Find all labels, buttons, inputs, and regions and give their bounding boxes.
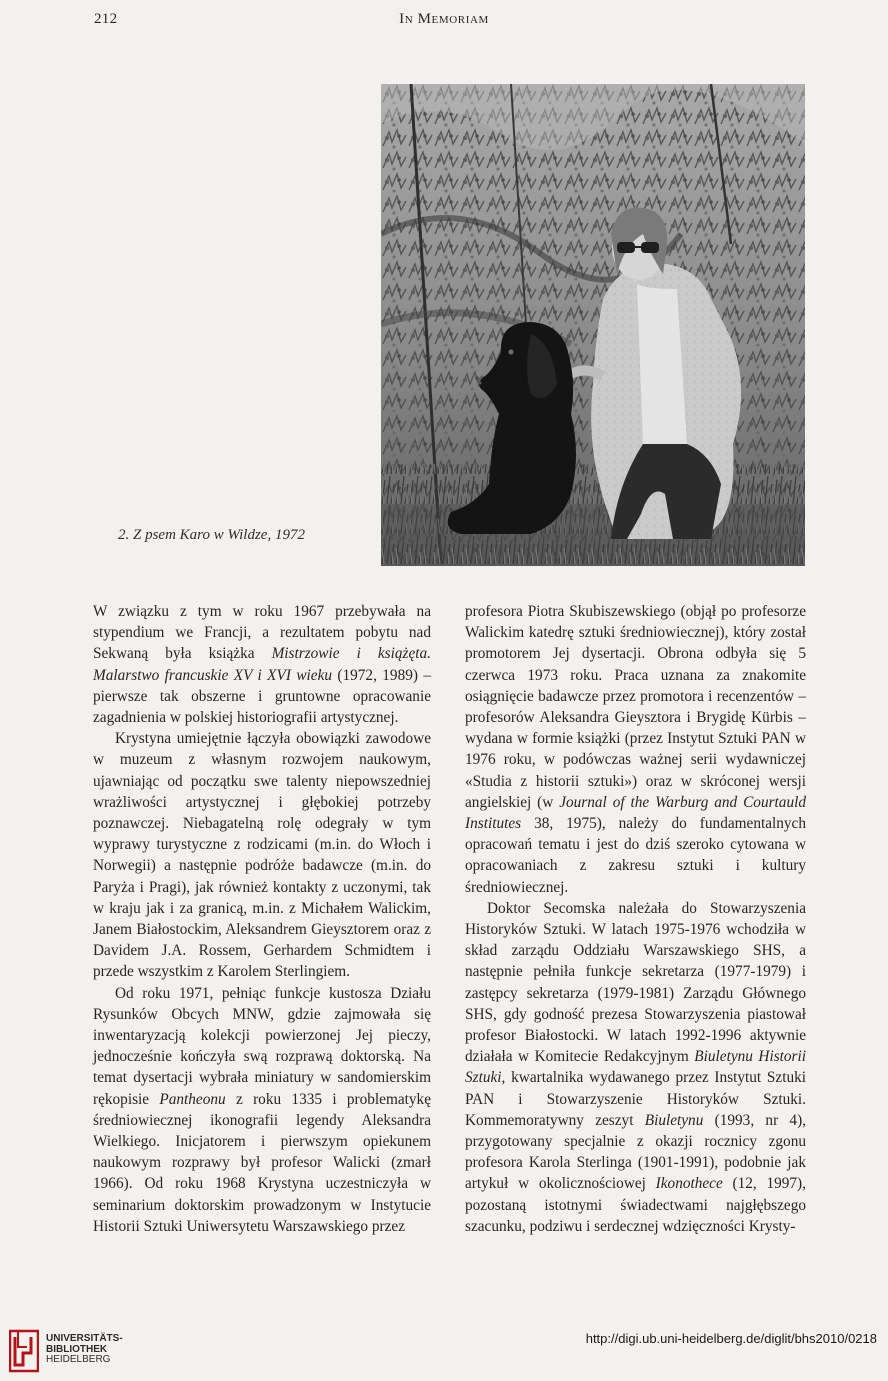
library-name-line: BIBLIOTHEK	[46, 1343, 108, 1355]
left-column-paragraph: Krystyna umiejętnie łączyła obowiązki zawodowe w muzeum z własnym rozwojem naukowym, ujawniając od początku swe talenty niepowszedniej wrażliwości artystycznej i głębokiej potrzeby poznawczej. Niebagatelną rolę odegrały w tym wyprawy turystyczne z rodzicami (m.in. do Włoch i Norwegii) a następnie podróże badawcze (m.in. do Paryża i Pragi), jak również kontakty z uczonymi, tak w kraju jak i za granicą, m.in. z Michałem Walickim, Janem Białostockim, Aleksandrem Gieysztorem oraz z Davidem J.A. Rossem, Gerhardem Schmidtem i przede wszystkim z Karolem Sterlingiem.	[93, 730, 431, 981]
italic-title: Mistrzowie i książęta. Malarstwo francuskie XV i XVI wieku	[93, 645, 431, 684]
right-text-column	[465, 601, 806, 1237]
footer	[0, 1325, 888, 1381]
photograph-woman-with-dog	[381, 84, 805, 566]
library-name-line: HEIDELBERG	[46, 1354, 111, 1365]
library-name	[46, 1334, 123, 1366]
university-library-logo-icon	[9, 1329, 39, 1373]
figure-caption: 2. Z psem Karo w Wildze, 1972	[118, 527, 305, 543]
italic-title: Ikonothece	[655, 1175, 723, 1193]
right-column-paragraph: profesora Piotra Skubiszewskiego (objął po profesorze Walickim katedrę sztuki średniowiecznej), który został promotorem Jej dysertacji. Obrona odbyła się 5 czerwca 1973 roku. Praca uznana za znakomite osiągnięcie badawcze przez promotora i recenzentów – profesorów Aleksandra Gieysztora i Brygidę Kürbis – wydana w formie książki (przez Instytut Sztuki PAN w 1976 roku, w podówczas ważnej serii wydawniczej «Studia z historii sztuki») oraz w skróconej wersji angielskiej (w Journal of the Warburg and Courtauld Institutes 38, 1975), należy do fundamentalnych opracowań tematu i jest do dziś szeroko cytowana w opracowaniach z zakresu sztuki i kultury średniowiecznej.	[465, 603, 806, 896]
italic-title: Journal of the Warburg and Courtauld Institutes	[465, 793, 806, 833]
page-number: 212	[94, 11, 118, 27]
italic-title: Pantheonu	[159, 1090, 226, 1108]
left-column-paragraph: W związku z tym w roku 1967 przebywała na stypendium we Francji, a rezultatem pobytu nad Sekwaną była książka Mistrzowie i książęta. Malarstwo francuskie XV i XVI wieku (1972, 1989) – pierwsze tak obszerne i gruntowne opracowanie zagadnienia w polskiej historiografii artystycznej.	[93, 603, 431, 727]
italic-title: Biuletynu Historii Sztuki	[465, 1048, 806, 1087]
left-column-paragraph: Od roku 1971, pełniąc funkcje kustosza Działu Rysunków Obcych MNW, gdzie zajmowała się inwentaryzacją kolekcji powierzonej Jej pieczy, jednocześnie kończyła swą rozprawą doktorską. Na temat dysertacji wybrała miniatury w sandomierskim rękopisie Pantheonu z roku 1335 i problematykę średniowiecznej ikonografii legendy Aleksandra Wielkiego. Inicjatorem i pierwszym opiekunem naukowym rozprawy był profesor Walicki (zmarł 1966). Od roku 1968 Krystyna uczestniczyła w seminarium doktorskim prowadzonym w Instytucie Historii Sztuki Uniwersytetu Warszawskiego przez	[93, 984, 431, 1235]
right-column-paragraph: Doktor Secomska należała do Stowarzyszenia Historyków Sztuki. W latach 1975-1976 wchodziła w skład zarządu Oddziału Warszawskiego SHS, a następnie pełniła funkcje sekretarza (1977-1979) i zastępcy sekretarza (1979-1981) Zarządu Głównego SHS, gdy godność prezesa Stowarzyszenia piastował profesor Białostocki. W latach 1992-1996 aktywnie działała w Komitecie Redakcyjnym Biuletynu Historii Sztuki, kwartalnika wydawanego przez Instytut Sztuki PAN i Stowarzyszenie Historyków Sztuki. Kommemoratywny zeszyt Biuletynu (1993, nr 4), przygotowany specjalnie z okazji rocznicy zgonu profesora Karola Sterlinga (1901-1991), podobnie jak artykuł w okolicznościowej Ikonothece (12, 1997), pozostaną istotnymi świadectwami najgłębszego szacunku, podziwu i serdecznej wdzięczności Krysty-	[465, 899, 807, 1235]
library-name-line: UNIVERSITÄTS-	[46, 1333, 123, 1344]
italic-title: Biuletynu	[644, 1111, 704, 1129]
source-url-link[interactable]: http://digi.ub.uni-heidelberg.de/diglit/bhs2010/0218	[585, 1331, 877, 1346]
running-title: In Memoriam	[399, 11, 489, 27]
left-text-column	[93, 601, 431, 1237]
